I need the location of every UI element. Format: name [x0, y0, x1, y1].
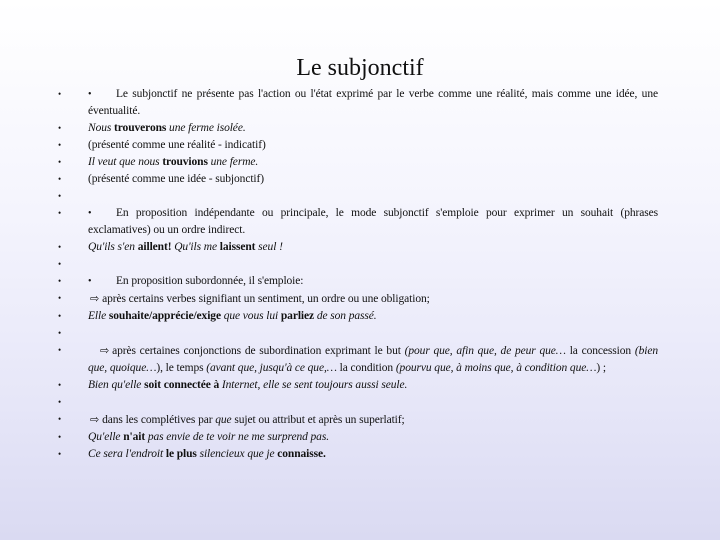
- example-sentence: Bien qu'elle soit connectée à Internet, elle se sent toujours aussi seule.: [88, 379, 408, 391]
- bullet-icon: [58, 308, 61, 325]
- list-item: [58, 154, 658, 171]
- list-item: [58, 429, 658, 446]
- example-sentence: Qu'elle n'ait pas envie de te voir ne me surprend pas.: [88, 431, 329, 443]
- sub-point: ⇨après certains verbes signifiant un sentiment, un ordre ou une obligation;: [88, 290, 658, 308]
- bullet-list: [58, 86, 658, 463]
- bullet-icon: [58, 86, 61, 103]
- example-note: (présenté comme une idée - subjonctif): [88, 173, 264, 185]
- paragraph-subordinate: [88, 273, 658, 290]
- list-item: [58, 273, 658, 290]
- list-item: [58, 411, 658, 429]
- list-item: [58, 308, 658, 325]
- bullet-icon: [58, 411, 61, 428]
- dot-icon: [88, 86, 116, 103]
- list-item: [58, 137, 658, 154]
- bullet-icon: [58, 325, 61, 342]
- bullet-icon: [58, 205, 61, 222]
- bullet-icon: [58, 120, 61, 137]
- sub-point: ⇨après certaines conjonctions de subordination exprimant le but (pour que, afin que, de peur que… la concession (bien que, quoique…), le temps (avant que, jusqu'à ce que,… la condition (pourvu que, à moins que, à condition que…) ;: [78, 342, 658, 377]
- example-sentence: Ce sera l'endroit le plus silencieux que je connaisse.: [88, 448, 326, 460]
- list-item: [58, 86, 658, 120]
- list-item: [58, 290, 658, 308]
- bullet-icon: [58, 188, 61, 205]
- dot-icon: [88, 205, 116, 222]
- list-item: [58, 120, 658, 137]
- bullet-icon: [58, 171, 61, 188]
- example-sentence: Elle souhaite/apprécie/exige que vous lui parliez de son passé.: [88, 310, 377, 322]
- bullet-icon: [58, 377, 61, 394]
- paragraph-independent: [88, 205, 658, 239]
- arrow-right-icon: [90, 411, 99, 428]
- list-item: [58, 446, 658, 463]
- paragraph-definition: [88, 86, 658, 120]
- example-sentence: Il veut que nous trouvions une ferme.: [88, 156, 259, 168]
- paragraph-text: En proposition indépendante ou principale, le mode subjonctif s'emploie pour exprimer un souhait (phrases exclamatives) ou un ordre indirect.: [88, 207, 658, 236]
- list-item-empty: [58, 256, 658, 273]
- slide-title: Le subjonctif: [296, 55, 424, 81]
- example-sentence: Nous trouverons une ferme isolée.: [88, 122, 246, 134]
- sub-point: ⇨dans les complétives par que sujet ou attribut et après un superlatif;: [88, 411, 658, 429]
- bullet-icon: [58, 446, 61, 463]
- bullet-icon: [58, 342, 61, 359]
- bullet-icon: [58, 239, 61, 256]
- bullet-icon: [58, 394, 61, 411]
- list-item-empty: [58, 188, 658, 205]
- list-item: [58, 342, 658, 377]
- list-item-empty: [58, 394, 658, 411]
- list-item: [58, 377, 658, 394]
- list-item: [58, 205, 658, 239]
- bullet-icon: [58, 273, 61, 290]
- example-note: (présenté comme une réalité - indicatif): [88, 139, 266, 151]
- list-item-empty: [58, 325, 658, 342]
- arrow-right-icon: [90, 290, 99, 307]
- arrow-right-icon: [100, 342, 109, 359]
- bullet-icon: [58, 429, 61, 446]
- dot-icon: [88, 273, 116, 290]
- paragraph-text: En proposition subordonnée, il s'emploie:: [116, 275, 304, 287]
- list-item: [58, 171, 658, 188]
- bullet-icon: [58, 290, 61, 307]
- bullet-icon: [58, 154, 61, 171]
- list-item: [58, 239, 658, 256]
- bullet-icon: [58, 137, 61, 154]
- paragraph-text: Le subjonctif ne présente pas l'action ou l'état exprimé par le verbe comme une réalité, mais comme une idée, une éventualité.: [88, 88, 658, 117]
- example-sentence: Qu'ils s'en aillent! Qu'ils me laissent seul !: [88, 241, 283, 253]
- bullet-icon: [58, 256, 61, 273]
